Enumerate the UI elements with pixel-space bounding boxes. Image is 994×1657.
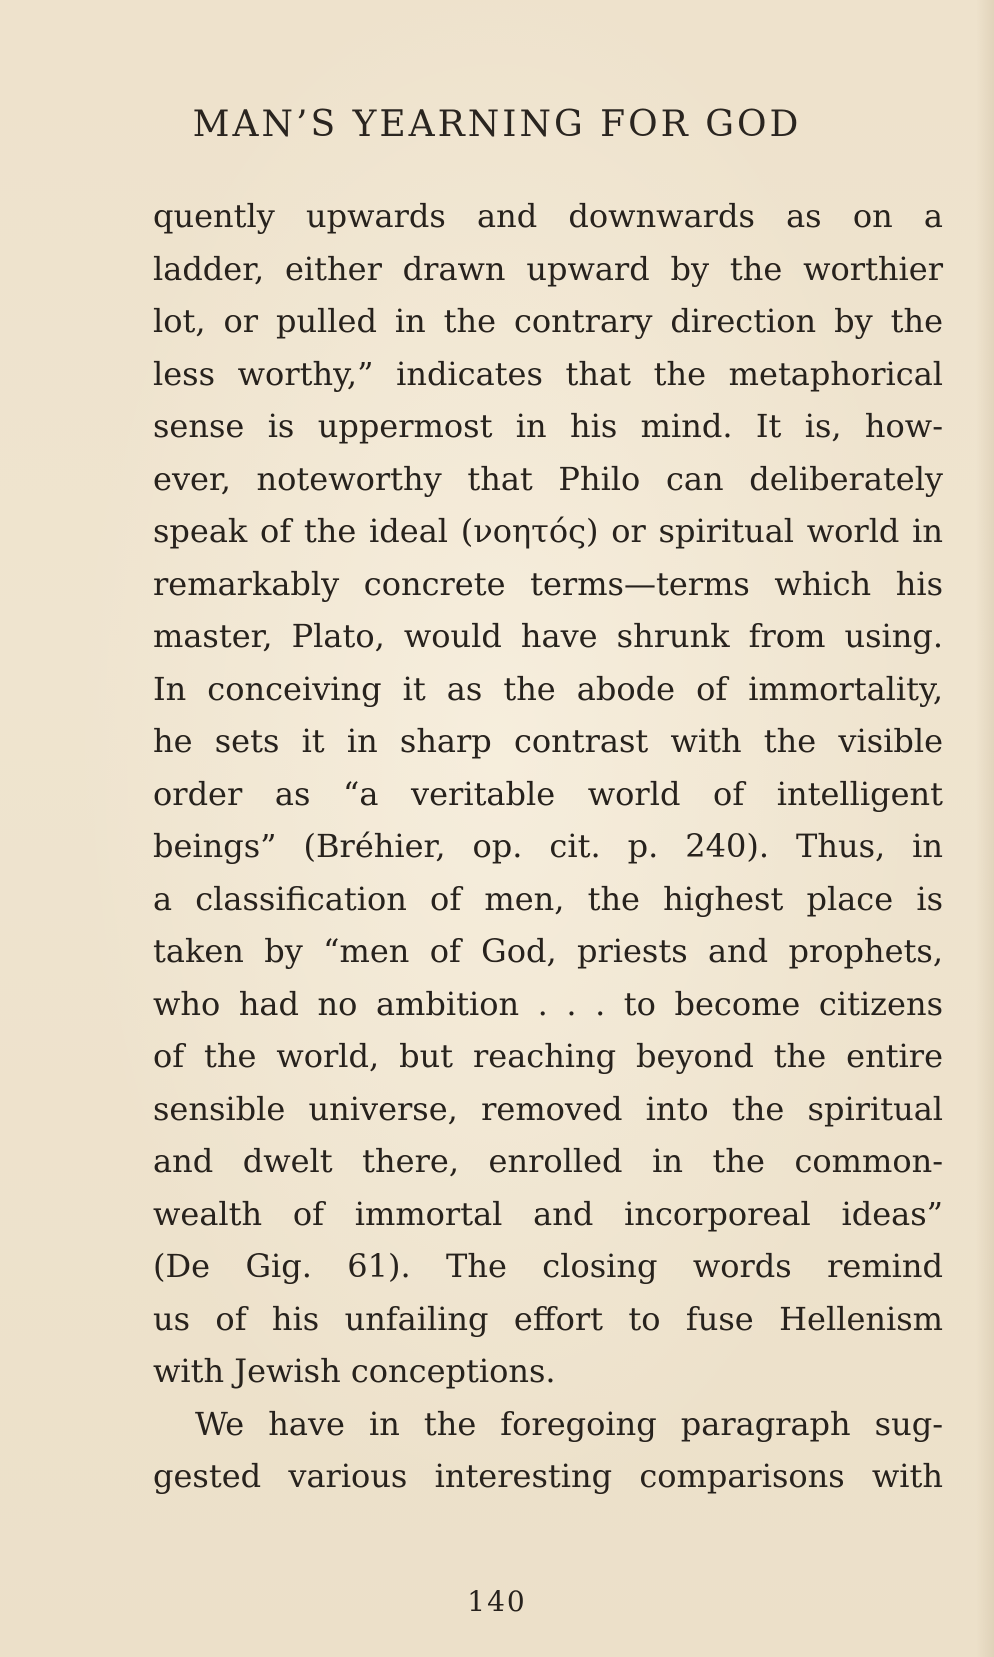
text-line: less worthy,” indicates that the metaphorical — [153, 354, 943, 393]
body-text — [153, 190, 943, 1503]
running-head: MAN’S YEARNING FOR GOD — [192, 104, 802, 145]
text-line: In conceiving it as the abode of immortality, — [153, 669, 943, 708]
text-line: sensible universe, removed into the spiritual — [153, 1089, 943, 1128]
text-line: gested various interesting comparisons with — [153, 1457, 943, 1495]
text-line: quently upwards and downwards as on a — [153, 197, 943, 235]
text-line: he sets it in sharp contrast with the visible — [153, 722, 943, 760]
text-line: speak of the ideal (νοητός) or spiritual world in — [153, 512, 943, 550]
text-line: of the world, but reaching beyond the entire — [153, 1037, 943, 1075]
page-edge-shadow — [976, 0, 994, 1657]
page-number: 140 — [467, 1585, 527, 1618]
text-line: ladder, either drawn upward by the worthier — [153, 249, 943, 288]
text-line: ever, noteworthy that Philo can deliberately — [153, 459, 943, 498]
text-line: us of his unfailing effort to fuse Hellenism — [153, 1299, 943, 1338]
text-line: (De Gig. 61). The closing words remind — [153, 1247, 943, 1285]
text-line: lot, or pulled in the contrary direction by the — [153, 302, 943, 340]
text-line: with Jewish conceptions. — [153, 1352, 556, 1390]
text-line: master, Plato, would have shrunk from using. — [153, 617, 943, 655]
text-line: wealth of immortal and incorporeal ideas” — [153, 1194, 943, 1233]
text-line: remarkably concrete terms—terms which his — [153, 564, 943, 603]
paragraph-2 — [153, 1398, 943, 1503]
text-line: taken by “men of God, priests and prophets, — [153, 932, 943, 970]
text-line: sense is uppermost in his mind. It is, how- — [153, 407, 943, 445]
text-line: a classification of men, the highest place is — [153, 879, 943, 918]
text-line: who had no ambition . . . to become citizens — [153, 984, 943, 1023]
paragraph-1 — [153, 190, 943, 1398]
text-line: and dwelt there, enrolled in the common- — [153, 1142, 943, 1180]
text-line: beings” (Bréhier, op. cit. p. 240). Thus, in — [153, 827, 943, 865]
text-line: order as “a veritable world of intelligent — [153, 774, 943, 813]
text-line: We have in the foregoing paragraph sug- — [195, 1404, 943, 1443]
